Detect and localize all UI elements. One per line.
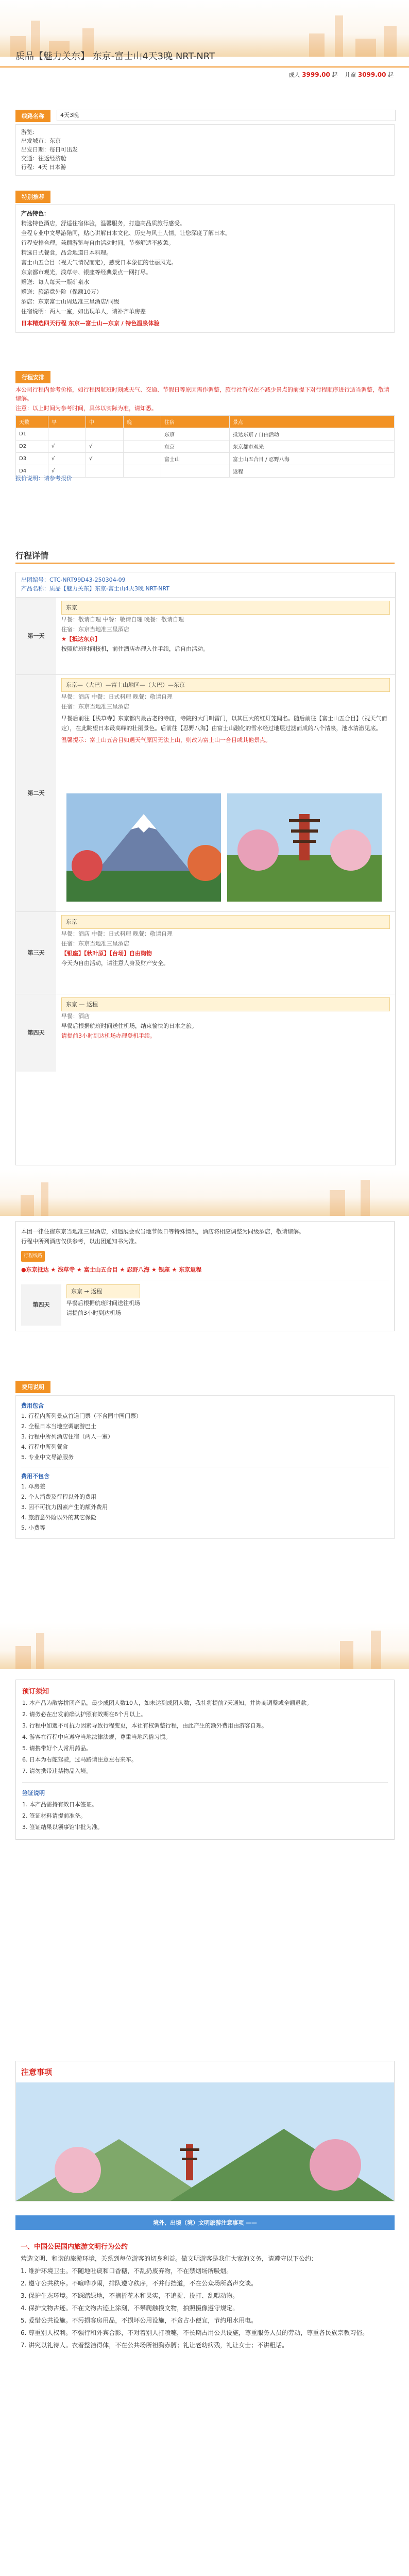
day-hotel: 住宿：东京当地准三星酒店	[61, 703, 129, 710]
day-content: 【银座】【秋叶原】【台场】自由购物	[61, 950, 152, 957]
day-label: 第四天	[21, 1284, 61, 1326]
schedule-table	[15, 415, 395, 478]
visa-head: 签证说明	[22, 1790, 45, 1797]
child-price: 3099.00	[357, 71, 386, 78]
detail-box	[15, 572, 396, 1165]
info-row: 游览：	[21, 129, 38, 135]
detail-heading-band	[0, 546, 409, 567]
day-block	[16, 911, 395, 994]
day-meal: 早餐：敬请自理 中餐：敬请自理 晚餐：敬请自理	[61, 616, 184, 623]
route-line: ●东京抵达 ★ 浅草寺 ★ 富士山五合目 ★ 忍野八海 ★ 银座 ★ 东京返程	[21, 1266, 202, 1273]
hotel-text-2: 行程中所列酒店仅供参考，以出团通知书为准。	[21, 1238, 140, 1245]
day-meal: 早餐：酒店 中餐：日式料理 晚餐：敬请自理	[61, 930, 173, 937]
child-unit: 起	[388, 72, 394, 78]
adult-price: 3999.00	[302, 71, 330, 78]
day-hotel: 住宿：东京当地准三星酒店	[61, 626, 129, 633]
price-box	[289, 71, 394, 79]
day-block	[16, 994, 395, 1072]
child-label: 儿童	[345, 72, 356, 78]
booking-box: 预订须知 1. 本产品为散客拼团产品，最少成团人数10人，如未达到成团人数，我社将提前7天通知，并协商调整或全额退款。 2. 请务必在出发前确认护照有效期在6个月以上。 3. 行程中如遇不可抗力因素导致行程变更，本社有权调整行程，由此产生的额外费用由游客自理。 4. 游客在行程中应遵守当地法律法规，尊重当地风俗习惯。 5. 请携带好个人常用药品。 6. 日本为右舵驾驶，过马路请注意左右来车。 7. 请勿携带违禁物品入境。 签证说明 1. 本产品需持有效日本签证。 2. 签证材料请提前准备。 3. 签证结果以领事馆审批为准。	[15, 1680, 395, 1840]
detail-section	[0, 572, 409, 1170]
notes-body: 一、中国公民国内旅游文明行为公约 营造文明、和谐的旅游环境，关系到每位游客的切身利益。做文明游客是我们大家的义务，请遵守以下公约： 1. 维护环境卫生。不随地吐痰和口香糖，不乱扔废弃物，不在禁烟场所吸烟。 2. 遵守公共秩序。不喧哗吵闹，排队遵守秩序，不并行挡道，不在公众场所高声交谈。 3. 保护生态环境。不踩踏绿地，不摘折花木和果实，不追捉、投打、乱喂动物。 4. 保护文物古迹。不在文物古迹上涂刻，不攀爬触摸文物，拍照摄像遵守规定。 5. 爱惜公共设施。不污损客房用品，不损坏公用设施，不贪占小便宜，节约用水用电。 6. 尊重别人权利。不强行和外宾合影，不对着别人打喷嚏，不长期占用公共设施，尊重服务人员的劳动，尊重各民族宗教习俗。 7. 讲究以礼待人。衣着整洁得体，不在公共场所袒胸赤膊；礼让老幼病残，礼让女士；不讲粗话。	[15, 2236, 395, 2358]
day-block	[16, 674, 395, 912]
schedule-section	[0, 371, 409, 541]
day-content: 早餐后根据航班时间送往机场，结束愉快的日本之旅。	[61, 1023, 197, 1029]
skyline-divider	[0, 1623, 409, 1669]
header-skyline	[0, 0, 409, 57]
basic-tab: 线路名称	[15, 110, 50, 122]
features-highlight: 日本精选四天行程 东京—富士山—东京 / 特色温泉体验	[21, 320, 160, 327]
day-label: 第三天	[16, 912, 56, 994]
day-route: 东京—（大巴）—富士山地区—（大巴）—东京	[61, 678, 390, 692]
notes-blue-title: 境外、出境（境）文明旅游注意事项 ——	[15, 2215, 395, 2230]
info-row: 行程：4天 日本游	[21, 164, 66, 171]
notes-section	[0, 2061, 409, 2576]
day-label: 第二天	[16, 675, 56, 912]
features-tab: 特别推荐	[15, 191, 50, 203]
day-memo: 按照航班时间接机，前往酒店办理入住手续，后自由活动。	[61, 646, 209, 652]
day-meal: 早餐：酒店	[61, 1013, 90, 1020]
day-route: 东京 → 返程	[66, 1284, 140, 1298]
detail-meta: 出团编号：CTC-NRT99D43-250304-09 产品名称：质品【魅力关东】东京-富士山4天3晚 NRT-NRT	[21, 577, 170, 592]
info-row: 出发城市：东京	[21, 138, 61, 144]
table-header-row: 天数 早 中 晚 住宿 景点	[16, 416, 395, 428]
booking-head: 预订须知	[22, 1688, 49, 1696]
table-row: D3 √ √ 富士山 富士山五合目 / 忍野八海	[16, 453, 395, 465]
pagoda-photo	[227, 793, 382, 902]
day-label: 第四天	[16, 994, 56, 1072]
schedule-note: 注意：以上时间为参考时间，具体以实际为准，请知悉。	[15, 405, 157, 412]
fee-section	[0, 1381, 409, 1649]
day-memo: 请提前3小时到达机场办理登机手续。	[61, 1032, 156, 1039]
booking-section	[0, 1680, 409, 2040]
table-row: D4 √ 返程	[16, 465, 395, 478]
fee-tab: 费用说明	[15, 1381, 50, 1393]
info-row: 交通：往返经济舱	[21, 155, 66, 162]
features-section	[0, 191, 409, 355]
product-title: 质品【魅力关东】 东京-富士山4天3晚 NRT-NRT	[15, 51, 215, 62]
day-block	[16, 597, 395, 675]
day-route: 东京 — 返程	[61, 997, 390, 1011]
route-tag: 行程线路	[21, 1251, 45, 1262]
day-meal: 早餐：酒店 中餐：日式料理 晚餐：敬请自理	[61, 693, 173, 700]
title-divider	[0, 66, 409, 67]
route-box: 本团一律住宿东京当地准三星酒店，如遇展会或当地节假日等特殊情况，酒店将相应调整为同级酒店，敬请谅解。 行程中所列酒店仅供参考，以出团通知书为准。 行程线路 ●东京抵达 ★ 浅草寺 ★ 富士山五合目 ★ 忍野八海 ★ 银座 ★ 东京返程 第四天 东京 → 返程 早餐后根据航班时间送往机场 请提前3小时到达机场	[15, 1221, 395, 1331]
features-list: 产品特色： 精选特色酒店，舒适住宿体验，温馨服务，打造高品质旅行感受。 全程专业中文导游陪同，贴心讲解日本文化、历史与风土人情，让您深度了解日本。 行程安排合理，兼顾游览与自由活动时间，节奏舒适不疲惫。 精选日式餐食，品尝地道日本料理。 富士山五合目（视天气情况而定），感受日本象征的壮丽风光。 东京都市观光，浅草寺、银座等经典景点一网打尽。 赠送：每人每天一瓶矿泉水 赠送：旅游意外险（保额10万） 酒店：东京富士山周边准三星酒店/同级 住宿说明：两人一室，如出现单人，请补齐单房差 日本精选四天行程 东京—富士山—东京 / 特色温泉体验	[15, 204, 395, 333]
notes-box	[15, 2061, 395, 2201]
fee-exclude-head: 费用不包含	[21, 1473, 49, 1480]
day-content: 早餐后前往【浅草寺】东京都内最古老的寺庙，寺院的大门叫雷门，以其巨大的红灯笼闻名。随后前往【富士山五合目】（视天气而定），在此眺望日本最高峰的壮丽景色。后前往【忍野八海】由富士山融化的雪水经过地层过滤而成的八个清泉，池水清澈见底。	[61, 715, 387, 732]
fee-box: 费用包含 1. 行程内所列景点首道门票（不含园中园门票） 2. 全程日本当地空调旅游巴士 3. 行程中所列酒店住宿（两人一室） 4. 行程中所列餐食 5. 专业中文导游服务 费用不包含 1. 单房差 2. 个人消费及行程以外的费用 3. 因不可抗力因素产生的额外费用 4. 旅游意外险以外的其它保险 5. 小费等	[15, 1395, 395, 1539]
notes-sub-head: 一、中国公民国内旅游文明行为公约	[21, 2243, 128, 2251]
table-row: D1 东京 抵达东京 / 自由活动	[16, 428, 395, 440]
day-memo: 温馨提示：富士山五合目如遇天气原因无法上山，则改为富士山一合目或其他景点。	[61, 737, 271, 743]
schedule-footer: 报价说明：请参考报价	[15, 475, 72, 482]
duration-field: 4天3晚	[57, 110, 396, 121]
day-hotel: 住宿：东京当地准三星酒店	[61, 940, 129, 947]
day-label: 第一天	[16, 598, 56, 675]
day-route: 东京	[61, 601, 390, 615]
notes-head: 注意事项	[21, 2067, 53, 2077]
fee-include-head: 费用包含	[21, 1402, 44, 1409]
day-route: 东京	[61, 915, 390, 929]
basic-info-list	[15, 124, 395, 176]
basic-info-section	[0, 106, 409, 183]
fuji-photo	[66, 793, 221, 902]
skyline-divider	[0, 1170, 409, 1216]
day-memo: 今天为自由活动，请注意人身及财产安全。	[61, 960, 169, 967]
hotel-text: 本团一律住宿东京当地准三星酒店，如遇展会或当地节假日等特殊情况，酒店将相应调整为同级酒店，敬请谅解。	[21, 1228, 304, 1235]
title-section	[0, 49, 409, 106]
notes-banner-photo	[16, 2082, 394, 2201]
schedule-tab: 行程安排	[15, 371, 50, 383]
schedule-intro: 本公司行程内参考价格，如行程因航班时刻或天气、交通、节假日等原因需作调整，旅行社有权在不减少景点的前提下对行程顺序进行适当调整，敬请谅解。	[15, 386, 389, 402]
adult-label: 成人	[288, 72, 300, 78]
day-content: ★【抵达东京】	[61, 636, 100, 642]
detail-heading: 行程详情	[15, 551, 49, 561]
table-row: D2 √ √ 东京 东京都市观光	[16, 440, 395, 453]
route-section	[0, 1221, 409, 1365]
adult-unit: 起	[332, 72, 338, 78]
info-row: 出发日期：每日可出发	[21, 146, 78, 153]
